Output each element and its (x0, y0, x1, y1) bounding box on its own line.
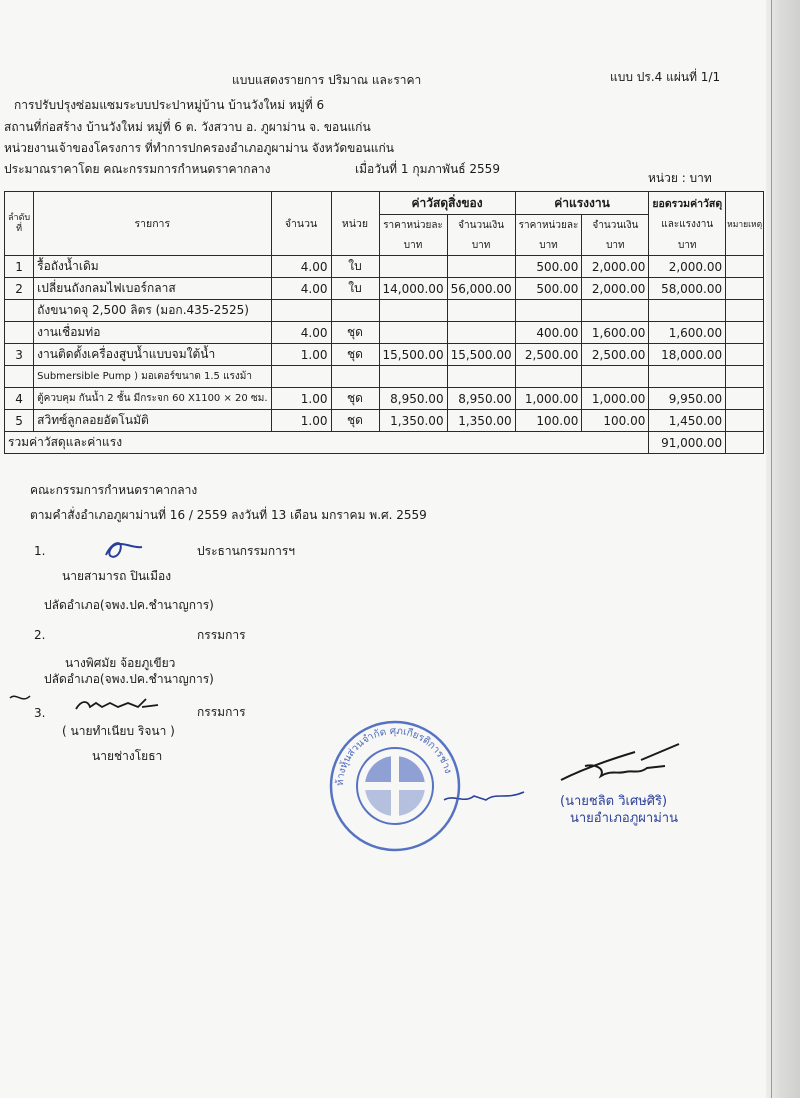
row-total: 2,000.00 (649, 256, 726, 278)
row-item: Submersible Pump ) มอเตอร์ขนาด 1.5 แรงม้า (34, 366, 271, 388)
material-unit-price-header: ราคาหน่วยละ (379, 215, 447, 236)
col-no-header: ลำดับที่ (5, 192, 34, 256)
row-material-amount: 56,000.00 (447, 278, 515, 300)
row-item: สวิทซ์ลูกลอยอัตโนมัติ (34, 410, 271, 432)
form-number: แบบ ปร.4 แผ่นที่ 1/1 (610, 70, 721, 84)
member-1-position: ปลัดอำเภอ(จพง.ปค.ชำนาญการ) (44, 598, 214, 612)
company-stamp-icon (325, 716, 465, 856)
sum-remark (726, 432, 764, 454)
row-no (5, 322, 34, 344)
approver-position: นายอำเภอภูผาม่าน (570, 811, 678, 826)
table-row (5, 388, 764, 410)
row-no: 4 (5, 388, 34, 410)
row-labor-amount: 2,000.00 (582, 256, 649, 278)
row-item: รื้อถังน้ำเดิม (34, 256, 271, 278)
row-labor-price: 500.00 (515, 278, 582, 300)
row-item: งานติดตั้งเครื่องสูบน้ำแบบจมใต้น้ำ (34, 344, 271, 366)
material-unit-baht: บาท (379, 235, 447, 256)
col-item-header: รายการ (34, 192, 271, 256)
member-3-name: ( นายทำเนียบ ริจนา ) (62, 724, 175, 738)
row-unit: ชุด (331, 322, 379, 344)
stamp-text: ห้างหุ้นส่วนจำกัด ศุภเกียรติการช่าง (334, 725, 454, 787)
row-material-amount: 15,500.00 (447, 344, 515, 366)
row-item: ตู้ควบคุม กันน้ำ 2 ชั้น มีกระจก 60 X1100 × 20 ซม. (34, 388, 271, 410)
col-remark-header: หมายเหตุ (726, 192, 764, 256)
row-material-price: 1,350.00 (379, 410, 447, 432)
row-total: 18,000.00 (649, 344, 726, 366)
row-material-price: 15,500.00 (379, 344, 447, 366)
document-title: แบบแสดงรายการ ปริมาณ และราคา (232, 73, 422, 87)
labor-unit-price-header: ราคาหน่วยละ (515, 215, 582, 236)
row-unit (331, 300, 379, 322)
margin-mark (8, 688, 32, 708)
row-material-amount: 1,350.00 (447, 410, 515, 432)
member-2-role: กรรมการ (197, 628, 246, 642)
labor-unit-baht: บาท (515, 235, 582, 256)
currency-unit-label: หน่วย : บาท (648, 171, 712, 185)
row-material-price: 8,950.00 (379, 388, 447, 410)
sum-label: รวมค่าวัสดุและค่าแรง (5, 432, 649, 454)
row-remark (726, 300, 764, 322)
row-no (5, 366, 34, 388)
labor-amount-baht: บาท (582, 235, 649, 256)
row-no: 2 (5, 278, 34, 300)
row-labor-price: 400.00 (515, 322, 582, 344)
row-total (649, 366, 726, 388)
row-labor-amount: 2,000.00 (582, 278, 649, 300)
row-total: 1,600.00 (649, 322, 726, 344)
row-labor-price (515, 300, 582, 322)
member-3-signature (72, 695, 162, 717)
member-3-role: กรรมการ (197, 705, 246, 719)
row-qty: 4.00 (271, 322, 331, 344)
table-sum-row (5, 432, 764, 454)
member-1-signature (98, 535, 148, 565)
member-1-name: นายสามารถ ปินเมือง (62, 569, 172, 583)
row-material-price (379, 322, 447, 344)
material-amount-baht: บาท (447, 235, 515, 256)
row-remark (726, 256, 764, 278)
col-unit-header: หน่วย (331, 192, 379, 256)
row-remark (726, 410, 764, 432)
member-2-name: นางพิศมัย จ้อยภูเขียว (65, 656, 176, 670)
row-qty: 1.00 (271, 388, 331, 410)
row-qty: 1.00 (271, 410, 331, 432)
row-remark (726, 322, 764, 344)
table-row (5, 256, 764, 278)
row-unit (331, 366, 379, 388)
row-material-amount: 8,950.00 (447, 388, 515, 410)
row-item: เปลี่ยนถังกลมไฟเบอร์กลาส (34, 278, 271, 300)
member-1-role: ประธานกรรมการฯ (197, 544, 296, 558)
row-labor-price: 500.00 (515, 256, 582, 278)
table-row (5, 300, 764, 322)
member-1-number: 1. (34, 544, 46, 558)
row-material-amount (447, 256, 515, 278)
table-row (5, 410, 764, 432)
row-qty (271, 366, 331, 388)
row-no: 1 (5, 256, 34, 278)
row-labor-amount: 100.00 (582, 410, 649, 432)
row-material-amount (447, 322, 515, 344)
material-group-header: ค่าวัสดุสิ่งของ (379, 192, 515, 215)
row-labor-price: 100.00 (515, 410, 582, 432)
row-labor-amount (582, 300, 649, 322)
row-qty (271, 300, 331, 322)
row-unit: ชุด (331, 388, 379, 410)
row-material-amount (447, 366, 515, 388)
member-2-position: ปลัดอำเภอ(จพง.ปค.ชำนาญการ) (44, 672, 214, 686)
labor-group-header: ค่าแรงงาน (515, 192, 649, 215)
row-no: 3 (5, 344, 34, 366)
total-baht: บาท (649, 235, 726, 256)
row-total (649, 300, 726, 322)
row-unit: ชุด (331, 344, 379, 366)
row-total: 9,950.00 (649, 388, 726, 410)
row-labor-price: 1,000.00 (515, 388, 582, 410)
row-remark (726, 366, 764, 388)
total-group-header: ยอดรวมค่าวัสดุ (649, 192, 726, 215)
row-labor-amount: 1,000.00 (582, 388, 649, 410)
row-unit: ใบ (331, 278, 379, 300)
committee-order: ตามคำสั่งอำเภอภูผาม่านที่ 16 / 2559 ลงวันที่ 13 เดือน มกราคม พ.ศ. 2559 (30, 508, 427, 522)
row-qty: 1.00 (271, 344, 331, 366)
estimate-date: เมื่อวันที่ 1 กุมภาพันธ์ 2559 (355, 162, 500, 176)
table-row (5, 322, 764, 344)
row-unit: ใบ (331, 256, 379, 278)
row-unit: ชุด (331, 410, 379, 432)
committee-title: คณะกรรมการกำหนดราคากลาง (30, 483, 198, 497)
table-row (5, 366, 764, 388)
col-qty-header: จำนวน (271, 192, 331, 256)
row-remark (726, 278, 764, 300)
row-material-price (379, 256, 447, 278)
row-labor-amount (582, 366, 649, 388)
approver-signature (555, 740, 685, 790)
row-material-price: 14,000.00 (379, 278, 447, 300)
owner-agency: หน่วยงานเจ้าของโครงการ ที่ทำการปกครองอำเภอภูผาม่าน จังหวัดขอนแก่น (4, 141, 394, 155)
row-labor-amount: 1,600.00 (582, 322, 649, 344)
construction-location: สถานที่ก่อสร้าง บ้านวังใหม่ หมู่ที่ 6 ต. วังสวาบ อ. ภูผาม่าน จ. ขอนแก่น (4, 120, 371, 134)
row-item: ถังขนาดจุ 2,500 ลิตร (มอก.435-2525) (34, 300, 271, 322)
row-remark (726, 344, 764, 366)
total-group-header-line2: และแรงงาน (649, 215, 726, 236)
approver-name: (นายชลิต วิเศษศิริ) (560, 794, 668, 809)
table-row (5, 344, 764, 366)
row-total: 1,450.00 (649, 410, 726, 432)
member-2-number: 2. (34, 628, 46, 642)
row-qty: 4.00 (271, 278, 331, 300)
row-remark (726, 388, 764, 410)
page-edge-line (771, 0, 772, 1098)
row-material-amount (447, 300, 515, 322)
sum-total: 91,000.00 (649, 432, 726, 454)
row-no (5, 300, 34, 322)
row-qty: 4.00 (271, 256, 331, 278)
row-no: 5 (5, 410, 34, 432)
estimator: ประมาณราคาโดย คณะกรรมการกำหนดราคากลาง (4, 162, 271, 176)
member-3-position: นายช่างโยธา (92, 749, 163, 763)
labor-amount-header: จำนวนเงิน (582, 215, 649, 236)
project-name: การปรับปรุงซ่อมแซมระบบประปาหมู่บ้าน บ้านวังใหม่ หมู่ที่ 6 (14, 98, 325, 112)
row-total: 58,000.00 (649, 278, 726, 300)
member-3-number: 3. (34, 706, 46, 720)
table-row (5, 278, 764, 300)
material-amount-header: จำนวนเงิน (447, 215, 515, 236)
row-labor-price: 2,500.00 (515, 344, 582, 366)
row-labor-amount: 2,500.00 (582, 344, 649, 366)
row-item: งานเชื่อมท่อ (34, 322, 271, 344)
bill-of-quantities-table (4, 191, 764, 454)
row-material-price (379, 300, 447, 322)
row-labor-price (515, 366, 582, 388)
row-material-price (379, 366, 447, 388)
